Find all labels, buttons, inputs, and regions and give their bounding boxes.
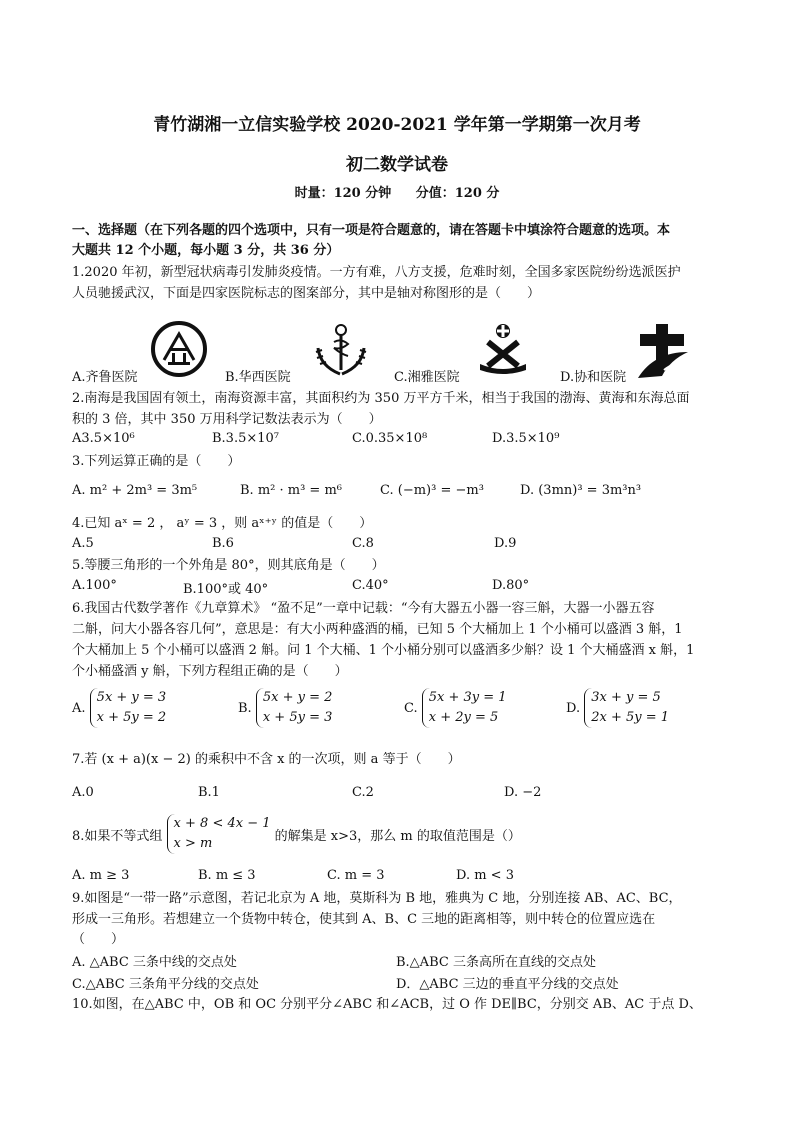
- q5-text: 5.等腰三角形的一个外角是 80°，则其底角是（ ）: [72, 558, 385, 573]
- q7-option-a: A.0: [72, 785, 94, 800]
- q6-option-a: A. 5x + y = 3 x + 5y = 2: [72, 688, 166, 728]
- qilu-hospital-logo-icon: [150, 320, 208, 378]
- q7-option-d: D. −2: [504, 785, 542, 800]
- q9-option-a: A. △ABC 三条中线的交点处: [72, 955, 237, 970]
- huaxi-hospital-logo-icon: [310, 318, 372, 380]
- q8-option-b: B. m ≤ 3: [198, 868, 256, 883]
- q4-option-c: C.8: [352, 536, 374, 551]
- q8-text: 8.如果不等式组 x + 8 < 4x − 1 x > m 的解集是 x>3，那么 m 的取值范围是（）: [72, 814, 521, 854]
- q9-text-cont2: （ ）: [72, 932, 125, 947]
- q9-option-b: B.△ABC 三条高所在直线的交点处: [396, 955, 596, 970]
- q1-option-c: C.湘雅医院: [394, 370, 460, 385]
- q6-option-b: B. 5x + y = 2 x + 5y = 3: [238, 688, 332, 728]
- q2-text-cont: 积的 3 倍，其中 350 万用科学记数法表示为（ ）: [72, 412, 382, 427]
- q1-option-d: D.协和医院: [560, 370, 627, 385]
- q2-option-a: A3.5×10⁶: [72, 431, 135, 446]
- q6-option-d: D. 3x + y = 5 2x + 5y = 1: [566, 688, 669, 728]
- q3-option-b: B. m² · m³ = m⁶: [240, 483, 342, 498]
- q3-option-c: C. (−m)³ = −m³: [380, 483, 484, 498]
- exam-meta: [0, 182, 794, 201]
- q6-option-c: C. 5x + 3y = 1 x + 2y = 5: [404, 688, 507, 728]
- q9-option-c: C.△ABC 三条角平分线的交点处: [72, 977, 259, 992]
- q6-text: 6.我国古代数学著作《九章算术》 “盈不足”一章中记载：“今有大器五小器一容三斛，大器一小器五容: [72, 601, 655, 616]
- q4-option-b: B.6: [212, 536, 234, 551]
- q2-option-d: D.3.5×10⁹: [492, 431, 560, 446]
- q8-option-d: D. m < 3: [456, 868, 514, 883]
- q1-text-cont: 人员驰援武汉，下面是四家医院标志的图案部分，其中是轴对称图形的是（ ）: [72, 286, 541, 301]
- xiehe-hospital-logo-icon: [634, 322, 692, 380]
- xiangya-hospital-logo-icon: [474, 320, 532, 378]
- q10-text: 10.如图，在△ABC 中，OB 和 OC 分别平分∠ABC 和∠ACB，过 O 作 DE∥BC，分别交 AB、AC 于点 D、: [72, 997, 702, 1012]
- q3-text: 3.下列运算正确的是（ ）: [72, 454, 241, 469]
- q3-option-d: D. (3mn)³ = 3m³n³: [520, 483, 642, 498]
- q1-option-a: A.齐鲁医院: [72, 370, 138, 385]
- q2-option-b: B.3.5×10⁷: [212, 431, 280, 446]
- exam-time: 时量：120 分钟: [294, 186, 392, 201]
- q6-text-cont3: 个小桶盛酒 y 斛，下列方程组正确的是（ ）: [72, 664, 348, 679]
- q9-text: 9.如图是“一带一路”示意图，若记北京为 A 地，莫斯科为 B 地，雅典为 C 地，分别连接 AB、AC、BC，: [72, 891, 682, 906]
- q6-text-cont2: 个大桶加上 5 个小桶可以盛酒 2 斛。问 1 个大桶、1 个小桶分别可以盛酒多少斛？设 1 个大桶盛酒 x 斛，1: [72, 643, 695, 658]
- q6-text-cont1: 二斛，问大小器各容几何”，意思是：有大小两种盛酒的桶，已知 5 个大桶加上 1 个小桶可以盛酒 3 斛，1: [72, 622, 683, 637]
- exam-score: 分值：120 分: [415, 186, 500, 201]
- q1-text: 1.2020 年初，新型冠状病毒引发肺炎疫情。一方有难，八方支援，危难时刻，全国多家医院纷纷选派医护: [72, 265, 681, 280]
- exam-subtitle: 初二数学试卷: [346, 155, 448, 175]
- q5-option-b: B.100°或 40°: [183, 582, 269, 597]
- q1-option-b: B.华西医院: [225, 370, 291, 385]
- q2-text: 2.南海是我国固有领土，南海资源丰富，其面积约为 350 万平方千米，相当于我国的渤海、黄海和东海总面: [72, 391, 690, 406]
- q9-text-cont1: 形成一三角形。若想建立一个货物中转仓，使其到 A、B、C 三地的距离相等，则中转仓的位置应选在: [72, 912, 656, 927]
- q5-option-d: D.80°: [492, 578, 530, 593]
- q8-option-a: A. m ≥ 3: [72, 868, 130, 883]
- q4-text: 4.已知 aˣ = 2 ， aʸ = 3 ，则 aˣ⁺ʸ 的值是（ ）: [72, 516, 373, 531]
- q5-option-c: C.40°: [352, 578, 389, 593]
- q8-option-c: C. m = 3: [327, 868, 385, 883]
- q9-option-d: D．△ABC 三边的垂直平分线的交点处: [396, 977, 619, 992]
- q3-option-a: A. m² + 2m³ = 3m⁵: [72, 483, 198, 498]
- q4-option-a: A.5: [72, 536, 94, 551]
- q5-option-a: A.100°: [72, 578, 117, 593]
- section-heading-cont: 大题共 12 个小题，每小题 3 分，共 36 分）: [72, 243, 340, 258]
- q4-option-d: D.9: [494, 536, 517, 551]
- exam-title: 青竹湖湘一立信实验学校 2020-2021 学年第一学期第一次月考: [153, 115, 641, 135]
- q2-option-c: C.0.35×10⁸: [352, 431, 428, 446]
- q7-text: 7.若 (x + a)(x − 2) 的乘积中不含 x 的一次项，则 a 等于（ ）: [72, 752, 461, 767]
- q7-option-b: B.1: [198, 785, 220, 800]
- q7-option-c: C.2: [352, 785, 374, 800]
- section-heading: 一、选择题（在下列各题的四个选项中，只有一项是符合题意的，请在答题卡中填涂符合题意的选项。本: [72, 223, 671, 238]
